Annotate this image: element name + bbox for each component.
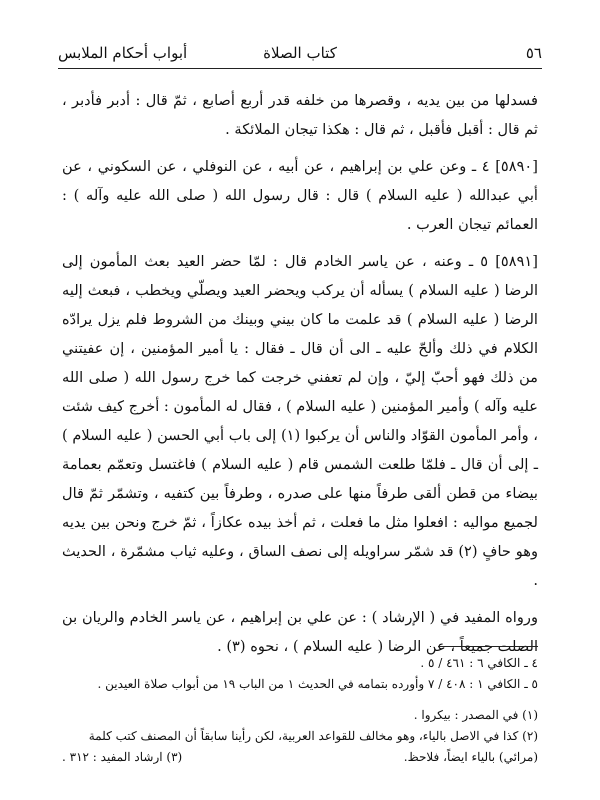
footnote-1: (١) في المصدر : بيكروا . [413,708,538,722]
section-title: كتاب الصلاة [263,44,337,62]
footnote-2: (٢) كذا في الاصل بالياء، وهو مخالف للقواعد العربية، لكن رأينا سابقاً أن المصنف كتب كلمة [88,729,538,743]
footnotes [62,646,538,768]
paragraph-irshad: ورواه المفيد في ( الإرشاد ) : عن علي بن إبراهيم ، عن ياسر الخادم والريان بن الصلت جميعاً ، عن الرضا ( عليه السلام ) ، نحوه (٣) . [62,609,538,655]
hadith-5890: [٥٨٩٠] ٤ ـ وعن علي بن إبراهيم ، عن أبيه ، عن النوفلي ، عن السكوني ، عن أبي عبدالله ( عليه السلام ) قال : قال رسول الله ( صلى الله عليه وآله ) : العمائم تيجان العرب . [62,158,538,233]
source-note-5: ٥ ـ الكافي ١ : ٤٠٨ / ٧ وأورده بتمامه في الحديث ١ من الباب ١٩ من أبواب صلاة العيدين . [97,677,538,691]
running-header [58,42,542,69]
chapter-title: أبواب أحكام الملابس [58,44,188,62]
footnote-divider [438,646,538,647]
hadith-5891: [٥٨٩١] ٥ ـ وعنه ، عن ياسر الخادم قال : لمّا حضر العيد بعث المأمون إلى الرضا ( عليه السلام ) يسأله أن يركب ويحضر العيد ويصلّي ويخطب ، فبعث إليه الرضا ( عليه السلام ) قد علمت ما كان بيني وبينك من الشروط فلم يزل يرادّه الكلام في ذلك وألحّ عليه ـ الى أن قال ـ فقال : يا أمير المؤمنين ، إن عفيتني من ذلك فهو أحبّ إليّ ، وإن لم تعفني خرجت كما خرج رسول الله ( صلى الله عليه وآله ) وأمير المؤمنين ( عليه السلام ) ، فقال له المأمون : أخرج كيف شئت ، وأمر المأمون القوّاد والناس أن يركبوا (١) إلى باب أبي الحسن ( عليه السلام ) ـ إلى أن قال ـ فلمّا طلعت الشمس قام ( عليه السلام ) فاغتسل وتعمّم بعمامة بيضاء من قطن ألقى طرفاً منها على صدره ، وطرفاً بين كتفيه ، وتشمّر ثمّ قال لجميع مواليه : افعلوا مثل ما فعلت ، ثم أخذ بيده عكازاً ، ثمّ خرج ونحن بين يديه وهو حافٍ (٢) قد شمّر سراويله إلى نصف الساق ، وعليه ثياب مشمّرة ، الحديث . [62,253,538,589]
footnote-3: (٣) ارشاد المفيد : ٣١٢ . [62,750,183,764]
footnote-last-line [62,747,538,768]
source-note-4: ٤ ـ الكافي ٦ : ٤٦١ / ٥ . [420,656,538,670]
main-text [62,86,538,669]
footnote-2-continued: (مرائي) بالياء ايضاً، فلاحظ. [403,750,538,764]
page-number: ٥٦ [525,44,542,62]
paragraph-continuation: فسدلها من بين يديه ، وقصرها من خلفه قدر أربع أصابع ، ثمّ قال : أدبر فأدبر ، ثم قال : أقبل فأقبل ، ثم قال : هكذا تيجان الملائكة . [62,92,538,138]
